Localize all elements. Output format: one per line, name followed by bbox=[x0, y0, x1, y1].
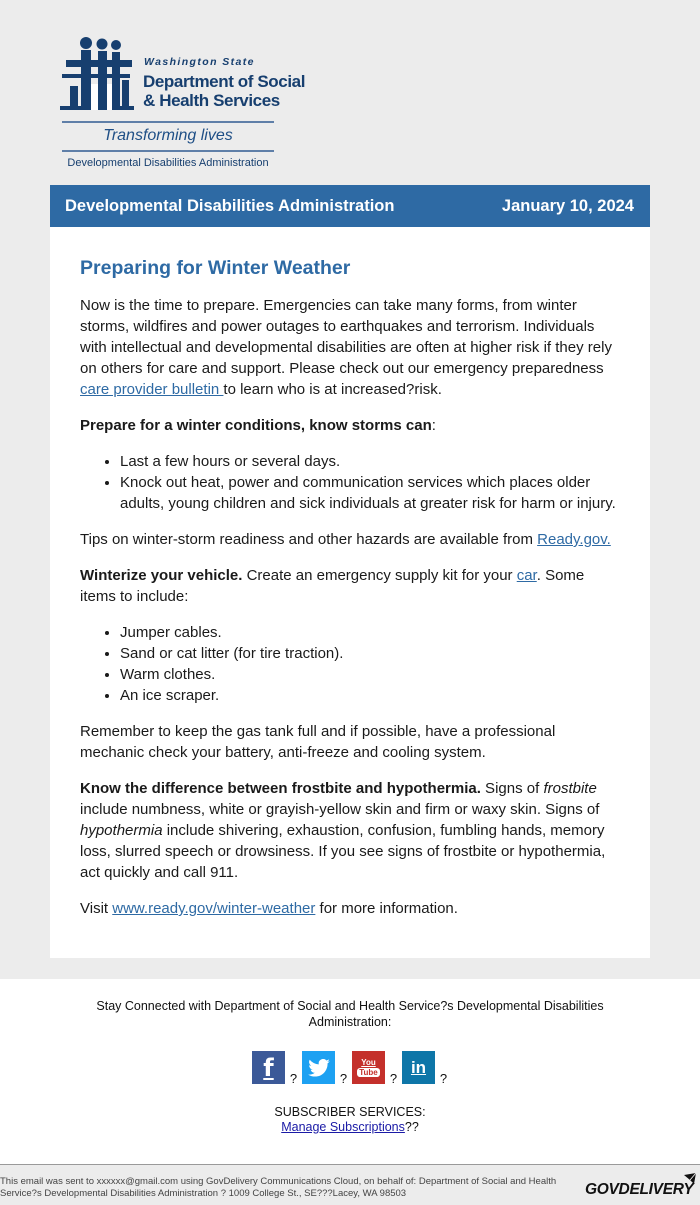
intro-text-after: to learn who is at increased?risk. bbox=[223, 381, 442, 398]
frost-text: include numbness, white or grayish-yellow skin and firm or waxy skin. Signs of bbox=[80, 801, 600, 818]
vehicle-heading: Winterize your vehicle. bbox=[80, 567, 243, 584]
logo-subtitle: Developmental Disabilities Administration bbox=[67, 157, 269, 169]
youtube-icon[interactable] bbox=[352, 1051, 385, 1084]
manage-subscriptions-row bbox=[0, 1120, 700, 1135]
tips-paragraph bbox=[80, 529, 620, 550]
logo-dept-line1: Department of Social bbox=[143, 72, 306, 91]
twitter-bird-icon bbox=[308, 1059, 330, 1077]
logo-tagline: Transforming lives bbox=[103, 127, 233, 144]
twitter-icon[interactable] bbox=[302, 1051, 335, 1084]
vehicle-paragraph bbox=[80, 565, 620, 607]
social-separator: ? bbox=[439, 1071, 448, 1086]
tips-text: Tips on winter-storm readiness and other hazards are available from bbox=[80, 531, 538, 548]
frost-heading: Know the difference between frostbite and hypothermia. bbox=[80, 780, 481, 797]
storms-list bbox=[80, 451, 620, 514]
logo-state-text: Washington State bbox=[144, 56, 255, 68]
social-separator: ? bbox=[389, 1071, 398, 1086]
youtube-text-tube: Tube bbox=[359, 1068, 378, 1077]
article-card bbox=[50, 227, 650, 958]
social-links bbox=[252, 1048, 452, 1084]
youtube-text-you: You bbox=[361, 1058, 376, 1067]
footer-fine-print: This email was sent to xxxxxx@gmail.com using GovDelivery Communications Cloud, on behalf of: Department of Social and Health Service?s Developmental Disabilities Administration ? 1009 College St., SE???Lacey, WA 98503 bbox=[0, 1176, 557, 1199]
social-separator: ? bbox=[289, 1071, 298, 1086]
visit-paragraph bbox=[80, 898, 620, 919]
envelope-icon bbox=[683, 1172, 697, 1186]
stay-connected-section bbox=[0, 979, 700, 1164]
vehicle-text-after: . Some items to include: bbox=[80, 567, 585, 605]
logo-dept-line2: & Health Services bbox=[143, 91, 280, 110]
vehicle-list bbox=[80, 622, 620, 706]
manage-subscriptions-after: ?? bbox=[404, 1120, 419, 1134]
banner-title: Developmental Disabilities Administration bbox=[65, 196, 395, 215]
visit-text: Visit bbox=[80, 900, 113, 917]
frost-paragraph bbox=[80, 778, 620, 883]
frost-text: include shivering, exhaustion, confusion, fumbling hands, memory loss, slurred speech or drowsiness. If you see signs of frostbite or hypothermia, act quickly and call 911. bbox=[80, 822, 606, 881]
ready-gov-winter-weather-link[interactable]: www.ready.gov/winter-weather bbox=[112, 900, 316, 917]
people-figures-icon bbox=[60, 36, 136, 112]
hypothermia-term: hypothermia bbox=[80, 822, 163, 839]
care-provider-bulletin-link[interactable]: care provider bulletin bbox=[80, 381, 224, 398]
social-separator: ? bbox=[339, 1071, 348, 1086]
linkedin-icon[interactable]: in bbox=[402, 1051, 435, 1084]
article-heading: Preparing for Winter Weather bbox=[80, 257, 351, 279]
subscriber-services-label: SUBSCRIBER SERVICES: bbox=[274, 1105, 426, 1119]
list-item: • Last a few hours or several days. bbox=[120, 451, 620, 472]
logo-divider bbox=[62, 121, 274, 123]
intro-paragraph bbox=[80, 295, 620, 400]
govdelivery-logo bbox=[585, 1172, 697, 1202]
logo-department-name bbox=[143, 72, 305, 110]
list-item: • Sand or cat litter (for tire traction). bbox=[120, 643, 620, 664]
facebook-icon[interactable]: f bbox=[252, 1051, 285, 1084]
visit-text-after: for more information. bbox=[315, 900, 458, 917]
manage-subscriptions-link[interactable]: Manage Subscriptions bbox=[281, 1120, 405, 1134]
header-banner bbox=[50, 185, 650, 227]
list-item: • Warm clothes. bbox=[120, 664, 620, 685]
footer-divider bbox=[0, 1164, 700, 1165]
logo-divider bbox=[62, 150, 274, 152]
storms-heading: Prepare for a winter conditions, know storms can bbox=[80, 417, 432, 434]
frostbite-term: frostbite bbox=[543, 780, 597, 797]
list-item: • An ice scraper. bbox=[120, 685, 620, 706]
ready-gov-link[interactable]: Ready.gov. bbox=[537, 531, 611, 548]
storms-colon: : bbox=[431, 417, 436, 434]
dshs-logo bbox=[60, 36, 306, 172]
stay-connected-text: Stay Connected with Department of Social and Health Service?s Developmental Disabilities Administration: bbox=[96, 999, 604, 1029]
govdelivery-wordmark: GOVDELIVERY bbox=[585, 1181, 694, 1198]
banner-date: January 10, 2024 bbox=[501, 196, 634, 215]
car-link[interactable]: car bbox=[516, 567, 537, 584]
frost-text: Signs of bbox=[480, 780, 544, 797]
intro-text: Now is the time to prepare. Emergencies can take many forms, from winter storms, wildfires and power outages to earthquakes and terrorism. Individuals with intellectual and developmental disabilities are often at higher risk if they rely on others for care and support. Please check out our emergency preparedness bbox=[80, 297, 612, 377]
gas-paragraph: Remember to keep the gas tank full and if possible, have a professional mechanic check your battery, anti-freeze and cooling system. bbox=[80, 723, 556, 761]
list-item: • Jumper cables. bbox=[120, 622, 620, 643]
subscriber-services bbox=[0, 1105, 700, 1135]
storms-paragraph bbox=[80, 415, 620, 436]
vehicle-text: Create an emergency supply kit for your bbox=[242, 567, 517, 584]
list-item: • Knock out heat, power and communication services which places older adults, young children and sick individuals at greater risk for harm or injury. bbox=[120, 472, 620, 514]
